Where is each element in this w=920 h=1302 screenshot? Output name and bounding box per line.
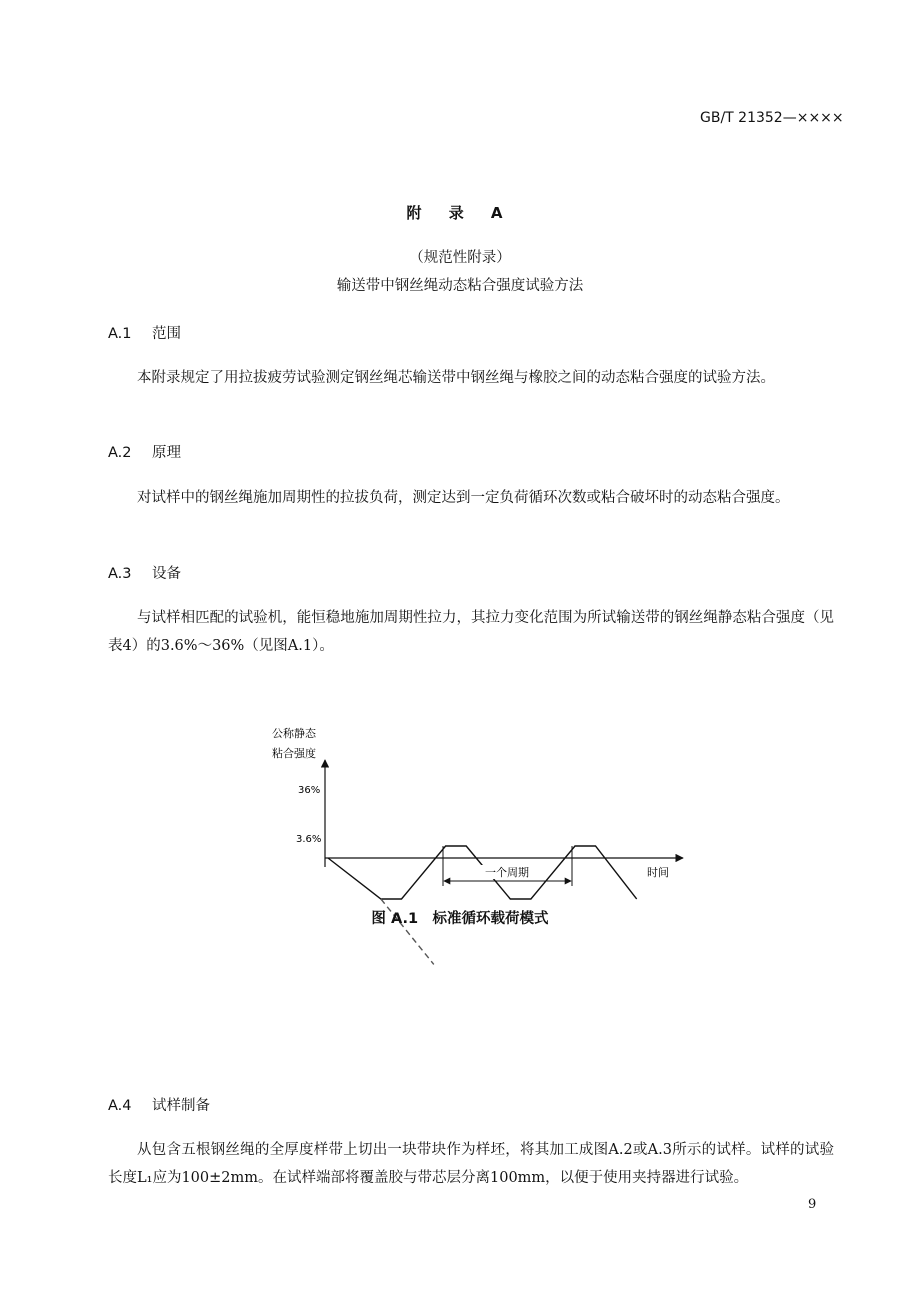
section-a4-heading [108, 1094, 210, 1115]
standard-code: GB/T 21352—×××× [700, 110, 844, 126]
page-number: 9 [808, 1197, 817, 1212]
chart-series [328, 846, 637, 964]
section-a2-text: 对试样中的钢丝绳施加周期性的拉拔负荷，测定达到一定负荷循环次数或粘合破坏时的动态粘合强度。 [137, 490, 790, 506]
y-tick-high-label: 36% [298, 785, 321, 796]
y-tick-low-label: 3.6% [296, 834, 322, 845]
y-axis-label-line1: 公称静态 [272, 727, 316, 740]
appendix-type: （规范性附录） [409, 250, 511, 266]
section-title: 范围 [152, 326, 181, 342]
figure-caption: 图 A.1 标准循环载荷模式 [371, 911, 549, 927]
section-number: A.2 [108, 445, 132, 461]
section-a3-text: 与试样相匹配的试验机，能恒稳地施加周期性拉力，其拉力变化范围为所试输送带的钢丝绳静态粘合强度（见表4）的3.6%～36%（见图A.1）。 [108, 610, 834, 654]
section-title: 设备 [152, 566, 181, 582]
period-label: 一个周期 [485, 866, 529, 879]
section-number: A.3 [108, 566, 132, 582]
section-a4-text: 从包含五根钢丝绳的全厚度样带上切出一块带块作为样坯，将其加工成图A.2或A.3所示的试样。试样的试验长度L₁应为100±2mm。在试样端部将覆盖胶与带芯层分离100mm，以便于使用夹持器进行试验。 [108, 1142, 834, 1186]
section-a1-text: 本附录规定了用拉拔疲劳试验测定钢丝绳芯输送带中钢丝绳与橡胶之间的动态粘合强度的试验方法。 [137, 370, 775, 386]
appendix-name: 输送带中钢丝绳动态粘合强度试验方法 [336, 278, 584, 294]
section-title: 原理 [152, 445, 181, 461]
section-title: 试样制备 [152, 1098, 210, 1114]
y-axis-label-line2: 粘合强度 [272, 747, 316, 760]
section-number: A.1 [108, 326, 132, 342]
section-number: A.4 [108, 1098, 132, 1114]
appendix-title: 附 录 A [406, 204, 514, 222]
x-axis-label: 时间 [647, 866, 669, 879]
